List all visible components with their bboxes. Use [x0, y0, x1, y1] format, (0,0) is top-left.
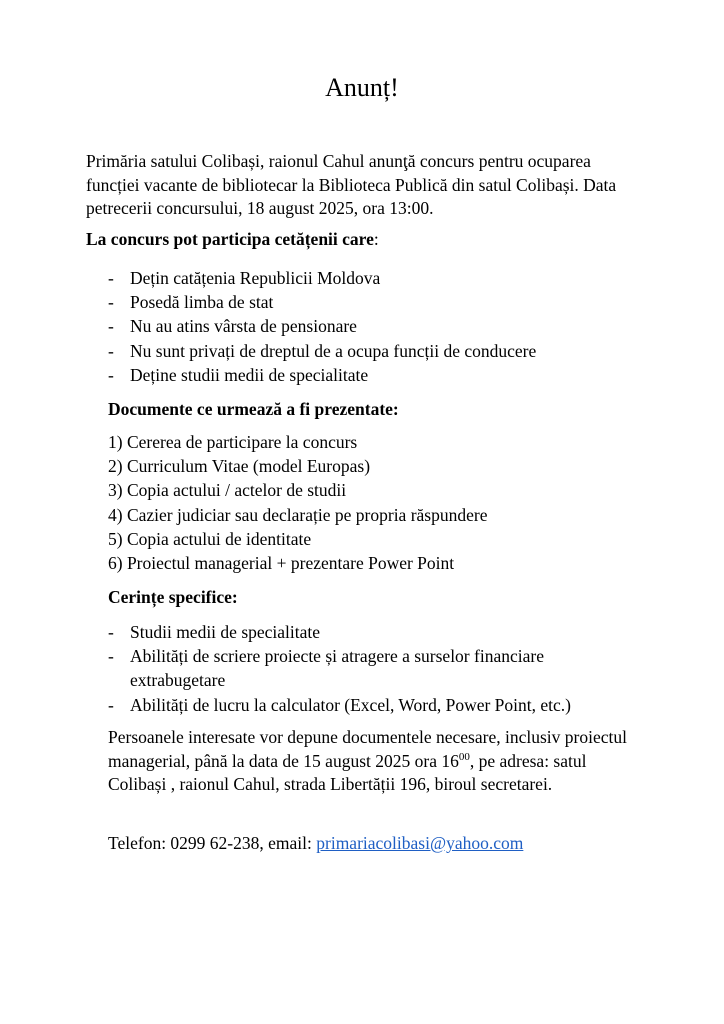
list-item	[108, 644, 608, 692]
list-item	[108, 693, 608, 717]
submission-paragraph	[108, 726, 638, 797]
list-item	[108, 620, 608, 644]
list-item: 5) Copia actului de identitate	[108, 528, 312, 549]
list-item-text: Abilități de scriere proiecte și atragere a surselor financiare extrabugetare	[130, 646, 544, 691]
list-item: 4) Cazier judiciar sau declarație pe propria răspundere	[108, 504, 488, 525]
list-item-text: Dețin catățenia Republicii Moldova	[130, 268, 381, 288]
list-item	[108, 339, 628, 363]
list-item	[108, 363, 628, 387]
list-item-text: Nu au atins vârsta de pensionare	[130, 316, 357, 337]
list-item: 1) Cererea de participare la concurs	[108, 432, 358, 452]
eligibility-heading-colon: :	[373, 229, 379, 249]
submission-text-main: Persoanele interesate vor depune documentele necesare, inclusiv proiectul managerial, până la data de 15 august 2025 ora 16	[108, 727, 627, 771]
time-superscript: 00	[458, 750, 470, 763]
dash-marker: -	[108, 292, 114, 313]
contact-paragraph	[108, 832, 638, 856]
list-item-text: Nu sunt privați de dreptul de a ocupa funcții de conducere	[130, 340, 537, 361]
contact-phone: Telefon: 0299 62-238, email:	[108, 833, 317, 853]
dash-marker: -	[108, 340, 114, 361]
dash-marker: -	[108, 316, 114, 337]
documents-list	[108, 430, 628, 575]
email-link[interactable]: primariacolibasi@yahoo.com	[316, 833, 524, 853]
list-item: 6) Proiectul managerial + prezentare Power Point	[108, 553, 455, 574]
list-item-text: Abilități de lucru la calculator (Excel, Word, Power Point, etc.)	[130, 694, 571, 715]
eligibility-heading	[86, 228, 379, 252]
list-item	[108, 314, 628, 338]
dash-marker: -	[108, 268, 114, 288]
intro-text: Primăria satului Colibași, raionul Cahul anunţă concurs pentru ocuparea funcției vacante de bibliotecar la Biblioteca Publică din satul Colibași. Data petrecerii concursului, 18 august 2025, ora 13:00.	[86, 151, 617, 218]
submission-text-address: , pe adresa: satul Colibași , raionul Cahul, strada Libertății 196, biroul secretarei.	[108, 750, 587, 794]
list-item	[108, 290, 628, 314]
list-item: 2) Curriculum Vitae (model Europas)	[108, 456, 371, 477]
dash-marker: -	[108, 694, 114, 715]
requirements-list	[108, 620, 608, 717]
intro-paragraph	[86, 150, 646, 221]
dash-marker: -	[108, 646, 114, 667]
list-item-text: Deține studii medii de specialitate	[130, 364, 369, 385]
documents-heading: Documente ce urmează a fi prezentate:	[108, 399, 399, 419]
dash-marker: -	[108, 364, 114, 385]
contact-text	[108, 832, 638, 856]
list-item-text: Studii medii de specialitate	[130, 622, 321, 642]
eligibility-heading-text: La concurs pot participa cetățenii care	[86, 229, 374, 249]
requirements-heading: Cerințe specifice:	[108, 587, 238, 607]
eligibility-list	[108, 266, 628, 387]
dash-marker: -	[108, 622, 114, 642]
list-item: 3) Copia actului / actelor de studii	[108, 480, 347, 501]
list-item-text: Posedă limba de stat	[130, 292, 274, 313]
submission-text	[108, 726, 638, 797]
list-item	[108, 266, 628, 290]
page-title: Anunț!	[325, 73, 399, 102]
